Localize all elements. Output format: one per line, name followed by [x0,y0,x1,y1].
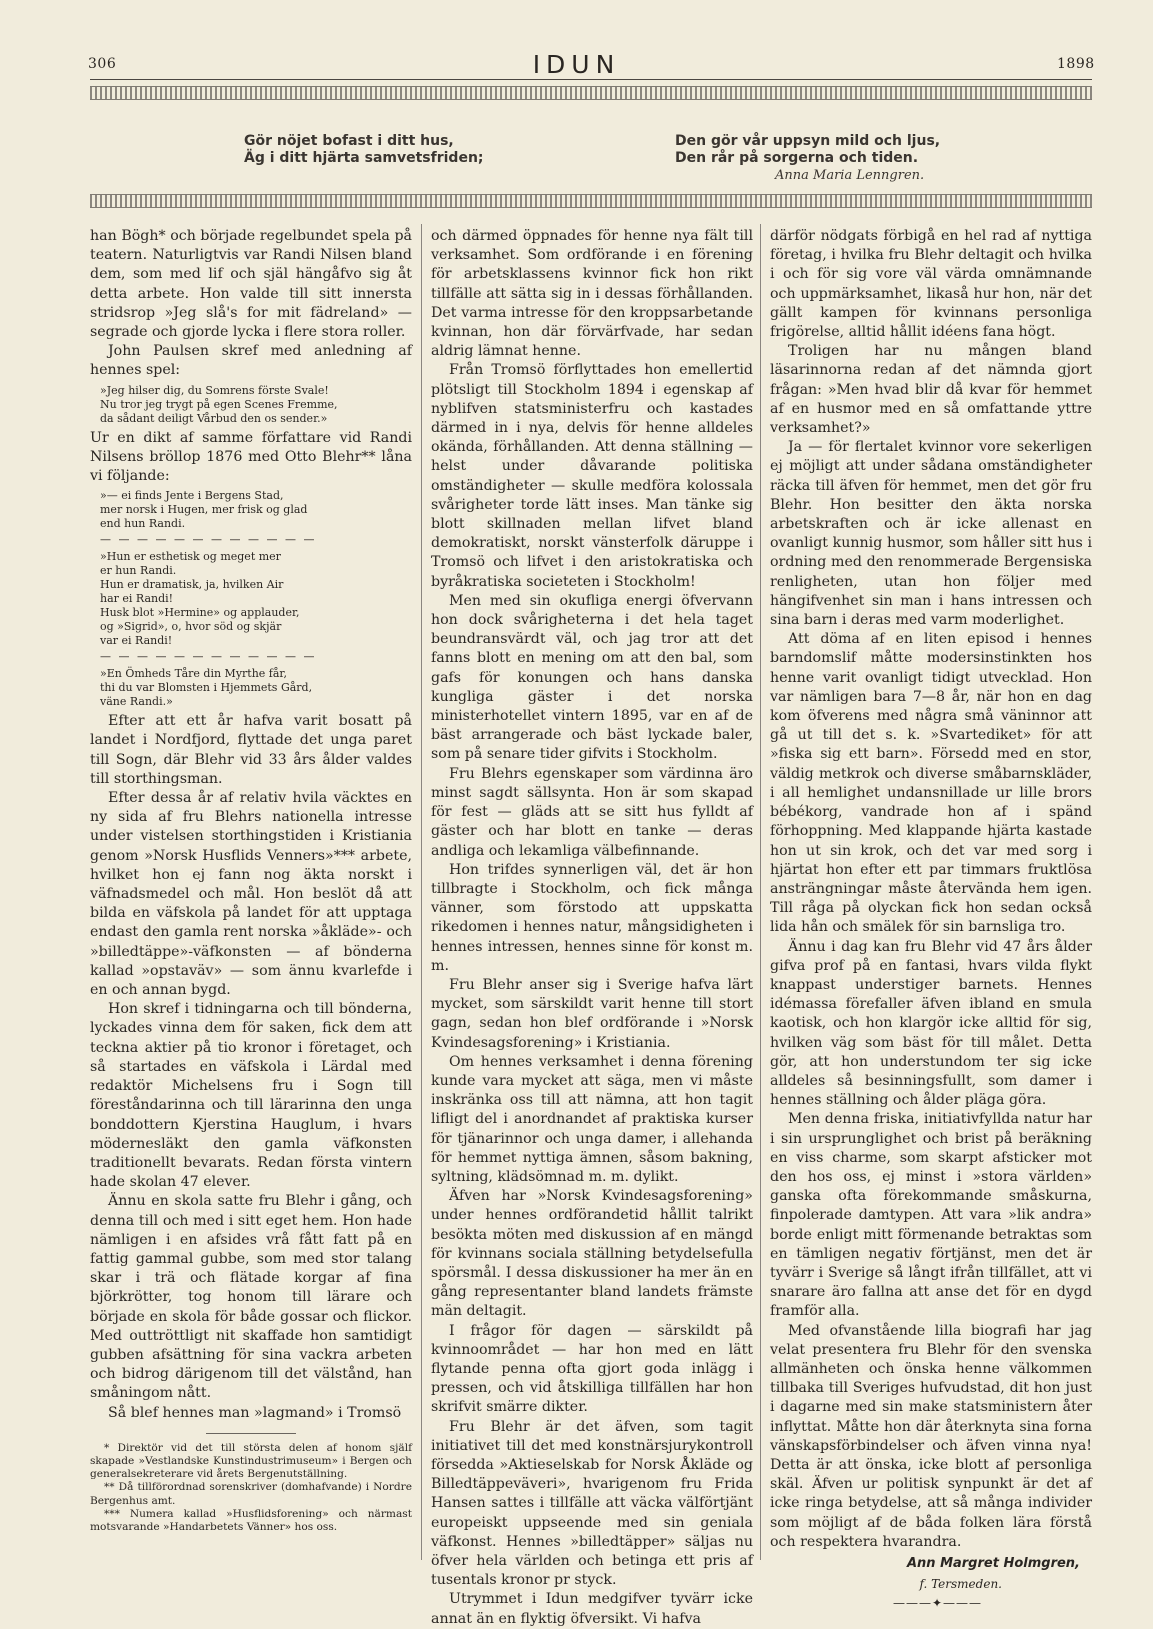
masthead-title: IDUN [532,50,621,79]
footnote: ** Då tillförordnad sorenskriver (domhafvande) i Nordre Bergenhus amt. [90,1481,412,1507]
footnote-rule [206,1433,296,1434]
author-signature: Ann Margret Holmgren, [906,1556,1080,1572]
paragraph: Fru Blehrs egenskaper som värdinna äro minst sagdt sällsynta. Hon är som skapad för fest — gläds att se sitt hus fylldt af gäster och har blott en tanke — deras andliga och lekamliga välbefinnande. [431,765,753,859]
end-ornament: ———✦——— [892,1596,982,1611]
paragraph: Ännu i dag kan fru Blehr vid 47 års ålder gifva prof på en fantasi, hvars vilda flykt knappast understiger barnets. Hennes idémassa förefaller äfven ibland en smula kaotisk, och hon klargör icke alltid för sig, hvilken väg som bäst för till målet. Detta gör, att hon understundom ter sig icke alldeles så besinningsfullt, som damer i hennes ställning och ålder pläga göra. [770,938,1092,1109]
paragraph: Fru Blehr anser sig i Sverige hafva lärt mycket, som särskildt varit henne till stort gagn, sedan hon blef ordförande i »Norsk Kvindesagsforening» i Kristiania. [431,976,753,1051]
epigraph-right [675,133,940,184]
paragraph: Så blef hennes man »lagmand» i Tromsö [108,1404,402,1421]
paragraph: Ännu en skola satte fru Blehr i gång, och denna till och med i sitt eget hem. Hon hade nämligen i en afsides vrå fått fatt på en fattig gammal gubbe, som med stor talang skar i trä och flätade korgar af fina björkrötter, tog honom till lärare och började en skola för både gossar och flickor. Med outtröttligt nit skaffade hon samtidigt gubben afsättning för sina vackra arbeten och bidrog därigenom till det välstånd, han småningom nått. [90,1193,412,1402]
paragraph: I frågor för dagen — särskildt på kvinnoområdet — har hon med en lätt flytande penna ofta gjort goda inlägg i pressen, och vid åtskilliga tillfällen har hon skrifvit smärre dikter. [431,1322,753,1416]
author-maiden-name: f. Tersmeden. [919,1577,1002,1592]
verse-quote: »En Ömheds Tåre din Myrthe får, thi du var Blomsten i Hjemmets Gård, väne Randi.» [100,667,313,709]
epigraph-line: Gör nöjet bofast i ditt hus, [244,133,454,149]
paragraph: Ja — för flertalet kvinnor vore sekerligen ej möjligt att under sådana omständigheter räcka till äfven för hemmet, men det gör fru Blehr. Hon besitter den äkta norska arbetskraften och är icke allenast en ovanligt kunnig husmor, som håller sitt hus i ordning med den renommerade Bergensiska renligheten, utan hon följer med hängifvenhet sin man i hans intressen och sina barn i deras med varm moderlighet. [770,439,1092,629]
paragraph: Utrymmet i Idun medgifver tyvärr icke annat än en flyktig öfversikt. Vi hafva [431,1591,753,1627]
header-rule [90,79,1092,80]
paragraph: Men med sin okufliga energi öfvervann hon dock svårigheterna i det hela taget beundransvärdt väl, och jag tror att det fanns blott en mening om att den bal, som gafs för konungen och hans danska kungliga gäster i det norska ministerhotellet vintern 1895, var en af de bäst arrangerade och bäst lyckade baler, som på senare tider gifvits i Stockholm. [431,592,753,763]
ornamental-border-top [90,86,1092,100]
epigraph-line: Äg i ditt hjärta samvetsfriden; [244,150,484,166]
paragraph: Efter att ett år hafva varit bosatt på landet i Nordfjord, flyttade det unga paret till Sogn, där Blehr vid 33 års ålder valdes till storthingsman. [90,713,412,787]
column-divider [760,224,761,1560]
paragraph: Efter dessa år af relativ hvila väcktes en ny sida af fru Blehrs nationella intresse under vistelsen storthingstiden i Kristiania genom »Norsk Husflids Venners»*** arbete, hvilket hon ej fann nog äkta norskt i väfnadsmedel och mål. Hon beslöt då att bilda en väfskola på landet för att upptaga endast den gamla rent norska »åkläde»- och »billedtäppe»-väfkonsten — af bönderna kallad »opstaväv» — som ännu kvarlefde i en och annan bygd. [90,790,412,999]
footnote: *** Numera kallad »Husflidsforening» och närmast motsvarande »Handarbetets Vänner» hos oss. [90,1507,412,1533]
paragraph: och därmed öppnades för henne nya fält till verksamhet. Som ordförande i en förening för arbetsklassens kvinnor fick hon rikt tillfälle att sätta sig in i dessas förhållanden. Det varma intresse för den kroppsarbetande kvinnan, hon där förvärfvade, har sedan aldrig lämnat henne. [431,228,753,360]
footnote: * Direktör vid det till största delen af honom själf skapade »Vestlandske Kunstindustrimuseum» i Bergen och generalsekreterare vid årets Bergenutställning. [90,1441,412,1481]
epigraph-left [244,133,484,167]
paragraph: Äfven har »Norsk Kvindesagsforening» under hennes ordförandetid hållit talrikt besökta möten med diskussion af en mängd för kvinnans sociala ställning betydelsefulla spörsmål. I dessa diskussioner ha mer än en gång representanter bland landets främste män deltagit. [431,1188,753,1320]
ornamental-border-middle [90,194,1092,208]
epigraph-author: Anna Maria Lenngren. [775,168,925,183]
column-2 [431,227,753,1629]
paragraph: Att döma af en liten episod i hennes barndomslif måtte modersinstinkten hos henne varit ovanligt tidigt utvecklad. Hon var nämligen bara 7—8 år, när hon en dag kom öfverens med några små väninnor att gå ut till det s. k. »Svartediket» för att »fiska sig ett barn». Försedd med en stor, väldig metkrok och diverse småbarnskläder, i all hemlighet undansnillade ur lille brors bébékorg, vandrade hon af i spänd förhoppning. Med klappande hjärta kastade hon ut sin krok, och det var med sorg i hjärtat hon efter ett par timmars fruktlösa ansträngningar måste återvända hem igen. Till råga på olyckan fick hon sedan också lida hån och smälek för sin barnsliga tro. [770,631,1092,936]
paragraph: Ur en dikt af samme författare vid Randi Nilsens bröllop 1876 med Otto Blehr** låna vi följande: [90,429,412,485]
paragraph: Fru Blehr är det äfven, som tagit initiativet till det med konstnärsjurykontroll försedda »Aktieselskab for Norsk Åkläde og Billedtäppeväveri», hvarigenom fru Frida Hansen sattes i tillfälle att väcka välförtjänt europeiskt uppseende med sin geniala väfkonst. Hennes »billedtäpper» säljas nu öfver hela världen och betinga ett pris af tusentals kronor pr styck. [431,1418,753,1589]
verse-quote: »— ei finds Jente i Bergens Stad, mer norsk i Hugen, mer frisk og glad end hun Randi. [100,489,308,531]
column-3 [770,227,1092,1614]
paragraph: därför nödgats förbigå en hel rad af nyttiga företag, i hvilka fru Blehr deltagit och hvilka i och för sig vore väl värda omnämnande och uppmärksamhet, likaså hur hon, när det gällt kampen för kvinnans personliga frigörelse, alltid hållit idéens fana högt. [770,228,1092,341]
year: 1898 [1057,56,1095,72]
page-number: 306 [88,56,117,72]
paragraph: John Paulsen skref med anledning af hennes spel: [90,343,412,379]
paragraph: han Bögh* och började regelbundet spela på teatern. Naturligtvis var Randi Nilsen bland dem, som med lif och själ hängåfvo sig åt detta arbete. Hon valde till sitt innersta stridsrop »Jeg slå's for mit fädreland» — segrade och gjorde lycka i flere stora roller. [90,228,412,341]
column-1 [90,227,412,1534]
epigraph-line: Den gör vår uppsyn mild och ljus, [675,133,941,149]
epigraph-line: Den rår på sorgerna och tiden. [675,150,919,166]
dash-separator: — — — — — — — — — — — — [100,533,317,547]
dash-separator: — — — — — — — — — — — — [100,650,317,664]
paragraph: Troligen har nu mången bland läsarinnorna redan af det nämnda gjort frågan: »Men hvad blir då kvar för hemmet af en husmor med en så omfattande yttre verksamhet?» [770,343,1092,437]
paragraph: Hon trifdes synnerligen väl, det är hon tillbragte i Stockholm, och fick många vänner, som förstodo att uppskatta rikedomen i hennes natur, mångsidigheten i hennes intressen, hennes sinne för konst m. m. [431,861,753,974]
verse-quote: »Jeg hilser dig, du Somrens förste Svale! Nu tror jeg trygt på egen Scenes Fremme, da sådant deiligt Vårbud den os sender.» [100,383,338,425]
verse-quote: »Hun er esthetisk og meget mer er hun Randi. Hun er dramatisk, ja, hvilken Air har ei Randi! Husk blot »Hermine» og applauder, og »Sigrid», o, hvor söd og skjär var ei Randi! [100,550,300,648]
paragraph: Om hennes verksamhet i denna förening kunde vara mycket att säga, men vi måste inskränka oss till att nämna, att hon tagit lifligt del i anordnandet af praktiska kurser för tjänarinnor och unga damer, i allehanda för hemmet nyttiga ämnen, såsom bakning, syltning, klädsömnad m. m. dylikt. [431,1053,753,1185]
paragraph: Hon skref i tidningarna och till bönderna, lyckades vinna dem för saken, fick dem att teckna aktier på tio kronor i företaget, och så startades en väfskola i Lärdal med redaktör Michelsens fru i Sogn till föreståndarinna och till lärarinna den unga bonddottern Kjerstina Hauglum, i hvars mödernesläkt den gamla väfkonsten traditionellt bevarats. Redan första vintern hade skolan 47 elever. [90,1001,412,1191]
column-divider [421,224,422,1560]
paragraph: Med ofvanstående lilla biografi har jag velat presentera fru Blehr för den svenska allmänheten och önska henne välkommen tillbaka till Sveriges hufvudstad, dit hon just i dagarne med sin make statsministern åter inflyttat. Måtte hon där återknyta sina forna vänskapsförbindelser och äfven vinna nya! Detta är att önska, icke blott af personliga skäl. Äfven ur politisk synpunkt är det af icke ringa betydelse, att så många individer som möjligt af de båda folken lära förstå och respektera hvarandra. [770,1322,1092,1550]
paragraph: Men denna friska, initiativfyllda natur har i sin ursprunglighet och brist på beräkning en viss charme, som skarpt afsticker mot den hos oss, ej minst i »stora världen» ganska ofta förekommande småskurna, finpolerade damtypen. Att vara »lik andra» borde enligt mitt förmenande betraktas som en tämligen negativ förtjänst, men det är tyvärr i Sverige så långt ifrån tillfället, att vi snarare äro fallna att anse det för en dygd framför alla. [770,1111,1092,1320]
paragraph: Från Tromsö förflyttades hon emellertid plötsligt till Stockholm 1894 i egenskap af nyblifven statsministerfru och kastades därmed in i nya, delvis för henne alldeles okända, förhållanden. Att denna ställning — helst under dåvarande politiska omständigheter — skulle medföra kolossala svårigheter torde lätt inses. Man tänke sig blott skillnaden mellan lifvet bland demokratiskt, norskt vänsterfolk däruppe i Tromsö och lifvet i den aristokratiska och byråkratiska societeten i Stockholm! [431,362,753,590]
